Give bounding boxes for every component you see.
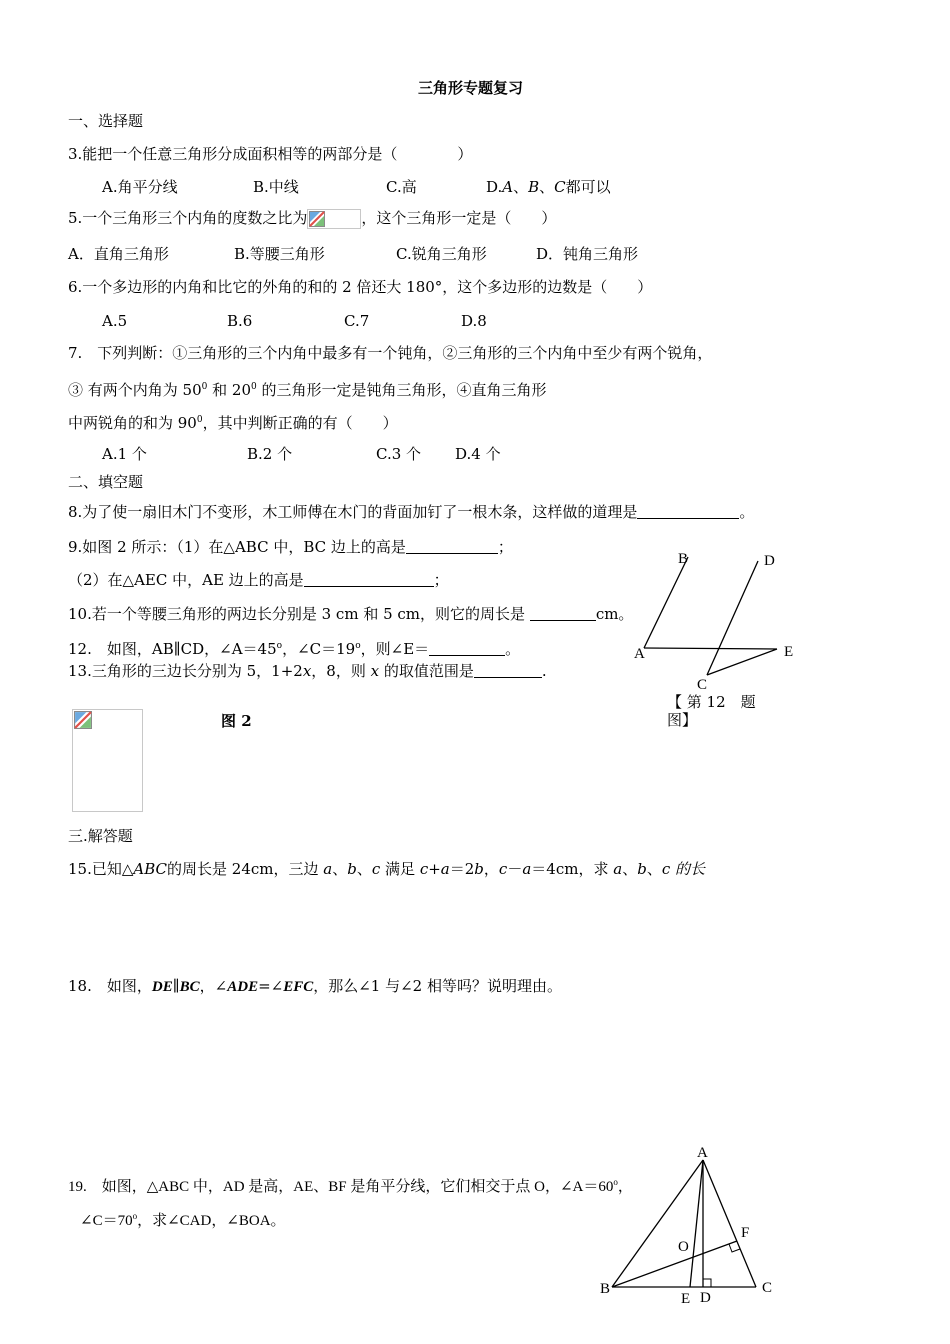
segment-ab <box>612 1160 703 1287</box>
stem-text: 、 <box>646 860 662 878</box>
degree-sup: o <box>132 1211 138 1221</box>
stem-text: ③ 有两个内角为 50 <box>68 381 202 399</box>
question-15 <box>68 859 705 879</box>
stem-text: 10.若一个等腰三角形的两边长分别是 3 cm 和 5 cm，则它的周长是 <box>68 605 530 623</box>
figure-2-label: 图 2 <box>221 712 252 730</box>
variable: c+a <box>419 860 450 878</box>
variable: ABC <box>133 860 168 878</box>
stem-text: ，8，则 <box>311 662 371 680</box>
stem-text: ∠C＝70 <box>80 1213 133 1229</box>
stem-text: ， <box>617 1179 633 1195</box>
stem-text: － <box>507 860 523 878</box>
question-5-option-c: C.锐角三角形 <box>396 245 487 263</box>
question-3-stem: 3.能把一个任意三角形分成面积相等的两部分是（ ） <box>68 145 473 163</box>
option-var: C <box>554 178 566 196</box>
question-5-option-a: A．直角三角形 <box>68 245 169 263</box>
stem-text: 5.一个三角形三个内角的度数之比为 <box>68 209 308 227</box>
question-3-option-a: A.角平分线 <box>102 178 178 196</box>
broken-image-placeholder <box>307 209 361 229</box>
question-7-line-3 <box>68 410 398 433</box>
variable: EFC <box>283 979 314 995</box>
question-19-line-2 <box>80 1206 286 1231</box>
question-6-stem: 6.一个多边形的内角和比它的外角的和的 2 倍还大 180°，这个多边形的边数是（ ） <box>68 278 653 296</box>
option-sep: 、 <box>513 178 529 196</box>
point-label-d: D <box>700 1290 711 1306</box>
stem-text: ，这个三角形一定是（ ） <box>361 209 557 227</box>
stem-text: ； <box>433 571 449 589</box>
question-6-option-d: D.8 <box>461 312 487 330</box>
option-sep: 、 <box>539 178 555 196</box>
degree-sup: o <box>355 641 361 651</box>
broken-image-icon <box>309 211 325 227</box>
point-label-a: A <box>634 646 645 662</box>
option-var: B <box>528 178 540 196</box>
stem-text: ，则∠E＝ <box>360 640 430 658</box>
point-label-b: B <box>600 1281 611 1297</box>
variable: a <box>522 860 532 878</box>
figure-12-diagram <box>620 545 810 695</box>
point-label-o: O <box>678 1239 689 1255</box>
stem-text: 19. 如图，△ABC 中，AD 是高，AE、BF 是角平分线，它们相交于点 O，∠A＝60 <box>68 1179 614 1195</box>
point-label-c: C <box>762 1280 773 1296</box>
segment-ac <box>703 1160 756 1287</box>
stem-text: 12. 如图，AB∥CD，∠A＝45 <box>68 640 277 658</box>
degree-sup: 0 <box>201 382 208 392</box>
variable-x: x <box>370 662 380 680</box>
stem-text: . <box>541 662 547 680</box>
answer-blank[interactable] <box>530 605 596 621</box>
stem-text: 。 <box>739 503 755 521</box>
variable: a <box>613 860 623 878</box>
degree-sup: 0 <box>250 382 257 392</box>
question-3-option-b: B.中线 <box>253 178 299 196</box>
stem-text: 13.三角形的三边长分别为 5，1+2 <box>68 662 303 680</box>
stem-text: 15.已知△ <box>68 860 134 878</box>
stem-text: 和 20 <box>207 381 251 399</box>
option-prefix: D. <box>486 178 503 196</box>
question-7-option-a: A.1 个 <box>102 445 147 463</box>
question-6-option-c: C.7 <box>344 312 370 330</box>
stem-text: 的三角形一定是钝角三角形，④直角三角形 <box>256 381 547 399</box>
question-6-option-a: A.5 <box>102 312 128 330</box>
stem-text: ＝4cm，求 <box>531 860 614 878</box>
option-var: A <box>502 178 514 196</box>
variable: a <box>323 860 333 878</box>
stem-text: ，∠C＝19 <box>282 640 356 658</box>
question-3-option-d <box>486 177 611 197</box>
question-12 <box>68 636 520 659</box>
segment-ab <box>644 557 688 648</box>
figure-2-image-placeholder <box>72 709 143 812</box>
variable: ADE <box>227 979 259 995</box>
stem-text: 的周长是 24cm，三边 <box>167 860 324 878</box>
question-5-option-d: D．钝角三角形 <box>536 245 639 263</box>
variable: c <box>498 860 508 878</box>
stem-text: cm。 <box>595 605 634 623</box>
answer-blank[interactable] <box>637 503 739 519</box>
point-label-e: E <box>681 1291 691 1307</box>
figure-12-caption-line-2: 图】 <box>667 711 698 729</box>
segment-cd <box>707 561 758 675</box>
question-9-line-1 <box>68 537 513 557</box>
variable: b <box>347 860 357 878</box>
stem-text: ， <box>483 860 499 878</box>
point-label-b: B <box>678 551 689 567</box>
point-label-d: D <box>764 553 775 569</box>
stem-text: ∥ <box>172 977 180 995</box>
answer-blank[interactable] <box>304 571 434 587</box>
stem-text: ，求∠CAD，∠BOA。 <box>137 1213 286 1229</box>
degree-sup: 0 <box>196 415 203 425</box>
stem-text: =∠ <box>258 977 284 995</box>
point-label-e: E <box>784 644 794 660</box>
question-7-line-2 <box>68 377 547 400</box>
point-label-c: C <box>697 677 708 693</box>
variable: b <box>474 860 484 878</box>
variable: c <box>371 860 381 878</box>
section-heading-fill: 二、填空题 <box>68 473 144 491</box>
stem-text: 18. 如图， <box>68 977 152 995</box>
option-suffix: 都可以 <box>565 178 611 196</box>
stem-text: ，其中判断正确的有（ ） <box>202 414 398 432</box>
segment-ae <box>644 648 777 649</box>
stem-text: 。 <box>505 640 521 658</box>
variable: b <box>637 860 647 878</box>
question-5-stem <box>68 208 556 229</box>
stem-text: ，∠ <box>199 977 228 995</box>
question-19-line-1 <box>68 1172 633 1197</box>
question-6-option-b: B.6 <box>227 312 253 330</box>
degree-sup: o <box>276 641 283 651</box>
section-heading-choice: 一、选择题 <box>68 112 144 130</box>
point-label-f: F <box>741 1225 750 1241</box>
degree-sup: o <box>613 1177 618 1187</box>
section-heading-solve: 三.解答题 <box>68 827 133 845</box>
stem-text: 的取值范围是 <box>379 662 474 680</box>
right-angle-mark-d <box>703 1279 711 1287</box>
bisector-ae <box>690 1160 703 1287</box>
question-7-option-d: D.4 个 <box>455 445 501 463</box>
bisector-bf <box>612 1241 737 1287</box>
question-7-option-b: B.2 个 <box>247 445 293 463</box>
stem-text: 满足 <box>380 860 420 878</box>
stem-text: ＝2 <box>449 860 475 878</box>
stem-text: 、 <box>622 860 638 878</box>
question-13 <box>68 661 547 681</box>
variable: BC <box>179 979 200 995</box>
variable: c 的长 <box>661 860 705 878</box>
question-9-line-2 <box>68 570 449 590</box>
answer-blank[interactable] <box>474 662 542 678</box>
variable-x: x <box>302 662 312 680</box>
page-title: 三角形专题复习 <box>418 79 524 97</box>
stem-text: ； <box>497 538 513 556</box>
point-label-a: A <box>697 1145 708 1161</box>
question-18 <box>68 976 562 997</box>
stem-text: 9.如图 2 所示：（1）在△ABC 中，BC 边上的高是 <box>68 538 406 556</box>
stem-text: 、 <box>332 860 348 878</box>
answer-blank[interactable] <box>429 640 505 656</box>
stem-text: 中两锐角的和为 90 <box>68 414 197 432</box>
question-8 <box>68 502 754 522</box>
question-10 <box>68 604 633 624</box>
stem-text: （2）在△AEC 中，AE 边上的高是 <box>68 571 304 589</box>
variable: DE <box>151 979 173 995</box>
figure-19-diagram <box>590 1140 790 1310</box>
answer-blank[interactable] <box>406 538 498 554</box>
stem-text: ，那么∠1 与∠2 相等吗？说明理由。 <box>313 977 562 995</box>
broken-image-icon <box>74 711 92 729</box>
question-3-option-c: C.高 <box>386 178 417 196</box>
stem-text: 8.为了使一扇旧木门不变形，木工师傅在木门的背面加钉了一根木条，这样做的道理是 <box>68 503 638 521</box>
question-7-option-c: C.3 个 <box>376 445 422 463</box>
question-7-line-1: 7. 下列判断：①三角形的三个内角中最多有一个钝角，②三角形的三个内角中至少有两个锐角， <box>68 344 713 362</box>
question-5-option-b: B.等腰三角形 <box>234 245 325 263</box>
stem-text: 、 <box>356 860 372 878</box>
figure-12-caption-line-1: 【 第 12 题 <box>667 693 756 711</box>
